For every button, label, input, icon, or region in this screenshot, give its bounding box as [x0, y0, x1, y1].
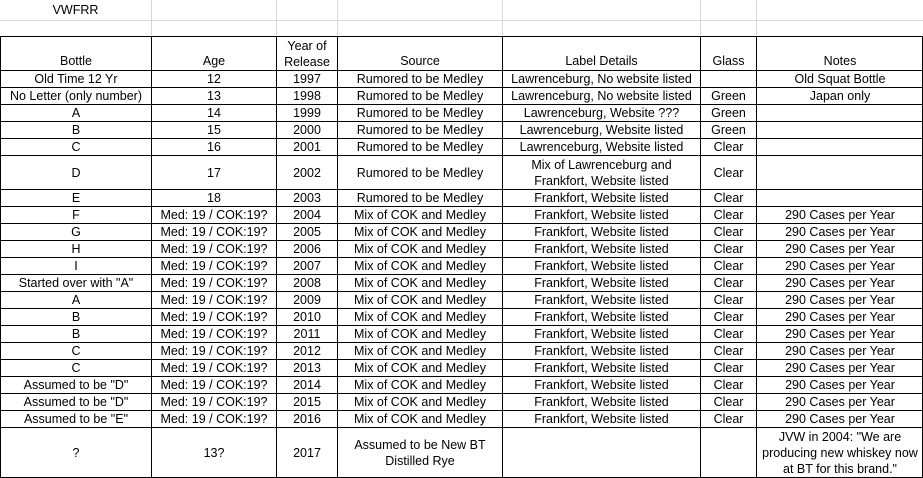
table-cell[interactable]: Clear — [713, 310, 744, 324]
gridline-col-3 — [502, 0, 503, 36]
table-cell[interactable]: 290 Cases per Year — [785, 327, 895, 341]
header-cell[interactable]: Age — [202, 54, 226, 68]
table-cell[interactable]: 2014 — [293, 378, 321, 392]
table-cell[interactable]: 1999 — [293, 106, 321, 120]
table-cell[interactable]: B — [71, 327, 81, 341]
table-cell[interactable]: 2004 — [293, 208, 321, 222]
table-cell[interactable]: I — [74, 259, 78, 273]
table-cell[interactable]: 16 — [207, 140, 221, 154]
table-cell[interactable]: Assumed to be New BT Distilled Rye — [354, 438, 486, 468]
table-cell[interactable]: Lawrenceburg, Website listed — [519, 123, 684, 137]
table-cell[interactable]: Frankfort, Website listed — [534, 361, 669, 375]
table-cell[interactable]: Med: 19 / COK:19? — [160, 276, 268, 290]
table-cell[interactable] — [701, 428, 756, 478]
table-cell[interactable]: Lawrenceburg, No website listed — [511, 89, 692, 103]
table-cell[interactable]: Med: 19 / COK:19? — [160, 242, 268, 256]
table-cell[interactable]: C — [71, 344, 81, 358]
gridline-col-4 — [700, 0, 701, 36]
table-cell[interactable]: Frankfort, Website listed — [534, 327, 669, 341]
table-cell[interactable]: Rumored to be Medley — [356, 123, 484, 137]
table-cell[interactable]: 15 — [207, 123, 221, 137]
table-cell[interactable]: Mix of COK and Medley — [354, 378, 486, 392]
table-cell[interactable]: 290 Cases per Year — [785, 293, 895, 307]
table-cell[interactable]: Clear — [713, 259, 744, 273]
gridline-col-2 — [337, 0, 338, 36]
table-cell[interactable] — [757, 139, 923, 155]
table-cell[interactable]: Med: 19 / COK:19? — [160, 412, 268, 426]
table-cell[interactable]: Mix of COK and Medley — [354, 208, 486, 222]
table-cell[interactable]: Clear — [713, 191, 744, 205]
table-cell[interactable]: Japan only — [809, 89, 871, 103]
table-cell[interactable]: Started over with "A" — [18, 276, 134, 290]
table-cell[interactable]: Med: 19 / COK:19? — [160, 293, 268, 307]
table-cell[interactable]: Lawrenceburg, Website ??? — [523, 106, 680, 120]
table-cell[interactable]: 2002 — [293, 165, 321, 180]
table-cell[interactable]: Clear — [713, 378, 744, 392]
table-cell[interactable] — [757, 105, 923, 121]
table-cell[interactable]: Frankfort, Website listed — [534, 412, 669, 426]
table-cell[interactable]: 290 Cases per Year — [785, 378, 895, 392]
table-cell[interactable]: 290 Cases per Year — [785, 344, 895, 358]
table-cell[interactable]: Clear — [713, 242, 744, 256]
table-cell[interactable]: Med: 19 / COK:19? — [160, 344, 268, 358]
table-cell[interactable]: 1998 — [293, 89, 321, 103]
table-cell[interactable]: 13? — [203, 446, 225, 460]
table-cell[interactable]: Old Squat Bottle — [794, 72, 886, 86]
table-cell[interactable]: 2000 — [293, 123, 321, 137]
table-cell[interactable]: ? — [72, 446, 80, 460]
header-cell[interactable]: Year of Release — [284, 38, 330, 69]
table-cell[interactable]: 2016 — [293, 412, 321, 426]
table-cell[interactable]: Mix of COK and Medley — [354, 395, 486, 409]
table-cell[interactable]: 2001 — [293, 140, 321, 154]
table-cell[interactable]: B — [71, 310, 81, 324]
table-cell[interactable]: C — [71, 361, 81, 375]
table-cell[interactable]: F — [72, 208, 80, 222]
gridline-row-0 — [0, 20, 923, 21]
table-cell[interactable]: Clear — [713, 276, 744, 290]
header-cell[interactable]: Notes — [823, 54, 857, 68]
table-cell[interactable]: 2013 — [293, 361, 321, 375]
table-cell[interactable]: Frankfort, Website listed — [534, 293, 669, 307]
table-cell[interactable]: Clear — [713, 225, 744, 239]
table-cell[interactable]: 14 — [207, 106, 221, 120]
table-cell[interactable]: Clear — [713, 327, 744, 341]
table-cell[interactable]: Assumed to be "D" — [23, 395, 129, 409]
table-cell[interactable]: Frankfort, Website listed — [534, 310, 669, 324]
table-cell[interactable]: Frankfort, Website listed — [534, 395, 669, 409]
header-cell[interactable]: Bottle — [60, 54, 92, 68]
table-cell[interactable]: Mix of COK and Medley — [354, 225, 486, 239]
table-cell[interactable]: Clear — [713, 395, 744, 409]
table-cell[interactable]: 18 — [207, 191, 221, 205]
table-cell[interactable]: 2007 — [293, 259, 321, 273]
gridline-col-1 — [276, 0, 277, 36]
gridline-col-0 — [151, 0, 152, 36]
table-cell[interactable]: Frankfort, Website listed — [534, 378, 669, 392]
table-cell[interactable]: Frankfort, Website listed — [534, 259, 669, 273]
table-cell[interactable]: 2017 — [293, 446, 321, 460]
table-cell[interactable]: Mix of COK and Medley — [354, 293, 486, 307]
table-cell[interactable]: 12 — [207, 72, 221, 86]
table-cell[interactable]: No Letter (only number) — [9, 89, 142, 103]
table-cell[interactable]: 13 — [207, 89, 221, 103]
table-cell[interactable] — [757, 156, 923, 189]
header-cell[interactable]: Glass — [712, 54, 745, 68]
table-cell[interactable] — [503, 428, 700, 478]
table-cell[interactable]: Rumored to be Medley — [356, 89, 484, 103]
table-cell[interactable]: Mix of COK and Medley — [354, 327, 486, 341]
table-cell[interactable]: Assumed to be "D" — [23, 378, 129, 392]
table-cell[interactable]: Rumored to be Medley — [356, 165, 484, 180]
table-cell[interactable]: D — [71, 165, 81, 180]
table-cell[interactable]: Lawrenceburg, Website listed — [519, 140, 684, 154]
table-cell[interactable]: JVW in 2004: "We are producing new whiskey now at BT for this brand." — [762, 430, 918, 476]
table-cell[interactable] — [757, 190, 923, 206]
cell-title[interactable]: VWFRR — [52, 3, 99, 17]
table-cell[interactable]: Clear — [713, 165, 744, 180]
table-cell[interactable]: Frankfort, Website listed — [534, 191, 669, 205]
table-cell[interactable]: Med: 19 / COK:19? — [160, 225, 268, 239]
table-cell[interactable]: 290 Cases per Year — [785, 242, 895, 256]
table-cell[interactable]: Clear — [713, 293, 744, 307]
table-cell[interactable]: Assumed to be "E" — [23, 412, 129, 426]
table-cell[interactable]: H — [71, 242, 81, 256]
table-cell[interactable]: 2010 — [293, 310, 321, 324]
header-cell[interactable]: Label Details — [565, 54, 638, 68]
table-cell[interactable]: 17 — [207, 165, 221, 180]
table-cell[interactable]: 290 Cases per Year — [785, 208, 895, 222]
table-cell[interactable]: Clear — [713, 412, 744, 426]
table-cell[interactable]: Mix of COK and Medley — [354, 259, 486, 273]
table-cell[interactable]: 2005 — [293, 225, 321, 239]
table-cell[interactable]: Rumored to be Medley — [356, 72, 484, 86]
table-cell[interactable]: 290 Cases per Year — [785, 310, 895, 324]
table-cell[interactable]: Med: 19 / COK:19? — [160, 361, 268, 375]
table-cell[interactable]: Rumored to be Medley — [356, 140, 484, 154]
table-cell[interactable]: Mix of COK and Medley — [354, 276, 486, 290]
table-cell[interactable]: C — [71, 140, 81, 154]
table-cell[interactable]: Green — [711, 106, 746, 120]
table-cell[interactable]: Lawrenceburg, No website listed — [511, 72, 692, 86]
table-cell[interactable]: Mix of COK and Medley — [354, 242, 486, 256]
table-cell[interactable]: 2011 — [293, 327, 321, 341]
table-cell[interactable]: 290 Cases per Year — [785, 276, 895, 290]
table-cell[interactable]: 2015 — [293, 395, 321, 409]
table-cell[interactable]: 2009 — [293, 293, 321, 307]
table-cell[interactable]: Frankfort, Website listed — [534, 276, 669, 290]
table-cell[interactable]: Clear — [713, 140, 744, 154]
table-cell[interactable] — [757, 122, 923, 138]
table-cell[interactable]: Clear — [713, 208, 744, 222]
table-cell[interactable]: Med: 19 / COK:19? — [160, 208, 268, 222]
table-cell[interactable]: Frankfort, Website listed — [534, 225, 669, 239]
table-cell[interactable]: A — [71, 293, 81, 307]
header-cell[interactable]: Source — [400, 54, 440, 68]
table-cell[interactable]: Med: 19 / COK:19? — [160, 327, 268, 341]
table-cell[interactable]: Frankfort, Website listed — [534, 344, 669, 358]
table-cell[interactable]: 1997 — [293, 72, 321, 86]
table-cell[interactable]: Old Time 12 Yr — [34, 72, 118, 86]
table-cell[interactable]: 2006 — [293, 242, 321, 256]
table-cell[interactable]: Med: 19 / COK:19? — [160, 259, 268, 273]
table-cell[interactable]: Green — [711, 89, 746, 103]
table-cell[interactable]: 290 Cases per Year — [785, 395, 895, 409]
table-cell[interactable]: 2003 — [293, 191, 321, 205]
table-cell[interactable]: 2012 — [293, 344, 321, 358]
table-cell[interactable]: Clear — [713, 344, 744, 358]
table-cell[interactable] — [701, 71, 756, 87]
table-cell[interactable]: Rumored to be Medley — [356, 106, 484, 120]
table-cell[interactable]: A — [71, 106, 81, 120]
table-cell[interactable]: 290 Cases per Year — [785, 412, 895, 426]
table-cell[interactable]: Med: 19 / COK:19? — [160, 395, 268, 409]
table-cell[interactable]: Mix of COK and Medley — [354, 344, 486, 358]
table-cell[interactable]: Rumored to be Medley — [356, 191, 484, 205]
gridline-col-5 — [756, 0, 757, 36]
table-cell[interactable]: B — [71, 123, 81, 137]
table-cell[interactable]: 2008 — [293, 276, 321, 290]
table-cell[interactable]: Med: 19 / COK:19? — [160, 378, 268, 392]
table-cell[interactable]: Green — [711, 123, 746, 137]
table-cell[interactable]: 290 Cases per Year — [785, 361, 895, 375]
table-cell[interactable]: Mix of COK and Medley — [354, 310, 486, 324]
table-cell[interactable]: Frankfort, Website listed — [534, 208, 669, 222]
table-cell[interactable]: Mix of COK and Medley — [354, 412, 486, 426]
table-cell[interactable]: Med: 19 / COK:19? — [160, 310, 268, 324]
table-cell[interactable]: Mix of COK and Medley — [354, 361, 486, 375]
table-cell[interactable]: G — [71, 225, 81, 239]
table-cell[interactable]: Frankfort, Website listed — [534, 242, 669, 256]
table-cell[interactable]: E — [71, 191, 81, 205]
table-cell[interactable]: Clear — [713, 361, 744, 375]
table-cell[interactable]: 290 Cases per Year — [785, 225, 895, 239]
table-cell[interactable]: Mix of Lawrenceburg and Frankfort, Website listed — [531, 157, 672, 188]
table-cell[interactable]: 290 Cases per Year — [785, 259, 895, 273]
